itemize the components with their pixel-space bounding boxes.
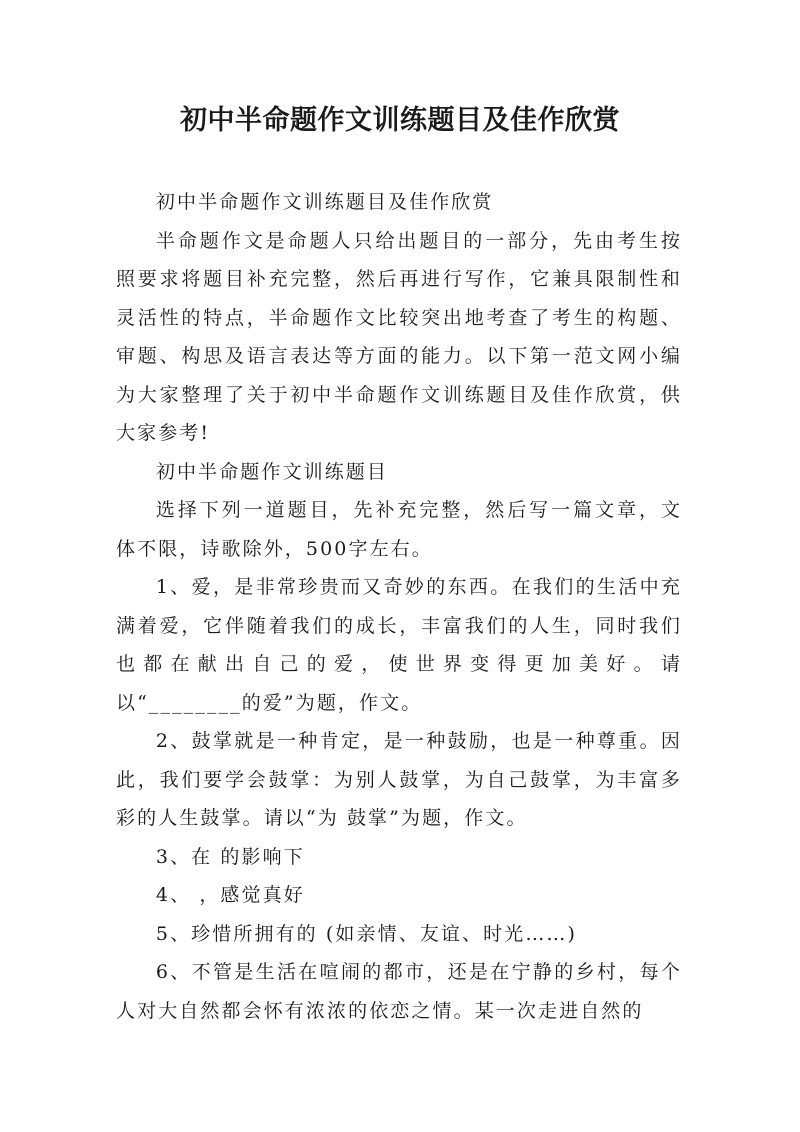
section-heading: 初中半命题作文训练题目 xyxy=(155,460,388,483)
topic-item-4: 4、 ，感觉真好 xyxy=(155,884,305,906)
instruction-paragraph: 选择下列一道题目，先补充完整，然后写一篇文章，文体不限，诗歌除外，500字左右。 xyxy=(116,499,682,560)
topic-item-1: 1、爱，是非常珍贵而又奇妙的东西。在我们的生活中充满着爱，它伴随着我们的成长，丰富我们的人生，同时我们也都在献出自己的爱，使世界变得更加美好。请以“________的爱”为题，作文。 xyxy=(116,576,682,714)
topic-item-6: 6、不管是生活在喧闹的都市，还是在宁静的乡村，每个人对大自然都会怀有浓浓的依恋之情。某一次走进自然的 xyxy=(116,961,682,1022)
document-title: 初中半命题作文训练题目及佳作欣赏 xyxy=(180,105,620,136)
topic-item-3: 3、在 的影响下 xyxy=(155,845,305,868)
intro-paragraph: 半命题作文是命题人只给出题目的一部分，先由考生按照要求将题目补充完整，然后再进行写作，它兼具限制性和灵活性的特点，半命题作文比较突出地考查了考生的构题、审题、构思及语言表达等方面的能力。以下第一范文网小编为大家整理了关于初中半命题作文训练题目及佳作欣赏，供大家参考! xyxy=(116,229,682,444)
topic-item-5: 5、珍惜所拥有的 (如亲情、友谊、时光……) xyxy=(155,922,578,945)
document-body xyxy=(116,183,682,1030)
subtitle-paragraph: 初中半命题作文训练题目及佳作欣赏 xyxy=(155,191,494,213)
topic-item-2: 2、鼓掌就是一种肯定，是一种鼓励，也是一种尊重。因此，我们要学会鼓掌：为别人鼓掌，为自己鼓掌，为丰富多彩的人生鼓掌。请以“为 鼓掌”为题，作文。 xyxy=(116,730,682,829)
